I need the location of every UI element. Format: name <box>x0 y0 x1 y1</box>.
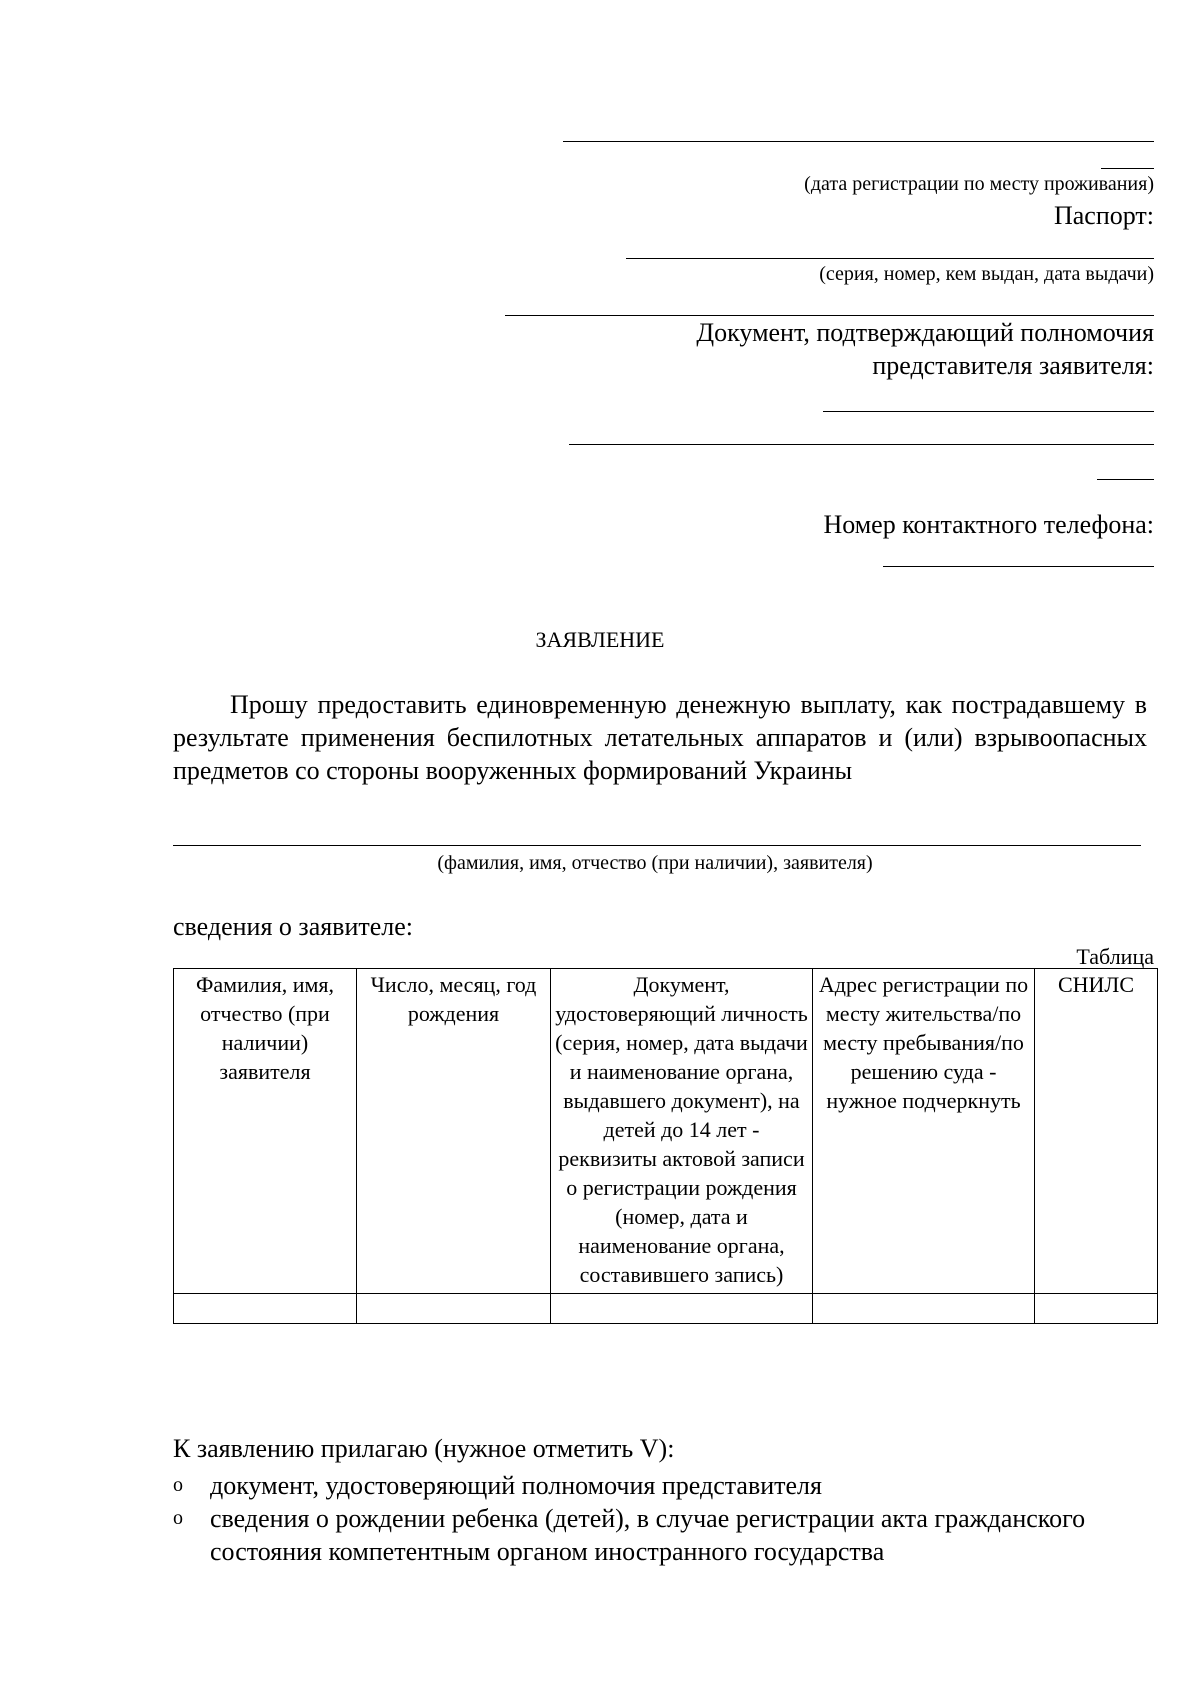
applicant-info-table <box>173 968 1158 1324</box>
attachment-text: сведения о рождении ребенка (детей), в случае регистрации акта гражданского состояния компетентным органом иностранного государства <box>210 1504 1086 1566</box>
attachments-label: К заявлению прилагаю (нужное отметить V): <box>173 1434 675 1463</box>
phone-line[interactable] <box>883 566 1154 567</box>
checkbox-circle-icon[interactable]: o <box>173 1474 183 1496</box>
attachments-list <box>173 1469 1153 1568</box>
applicant-name-caption: (фамилия, имя, отчество (при наличии), заявителя) <box>437 852 873 874</box>
header-registration-address: Адрес регистрации по месту жительства/по месту пребывания/по решению суда - нужное подчеркнуть <box>813 969 1035 1294</box>
reg-date-caption: (дата регистрации по месту проживания) <box>804 173 1154 195</box>
table-label: Таблица <box>1076 944 1154 969</box>
cell-snils[interactable] <box>1035 1294 1158 1324</box>
header-identity-document: Документ, удостоверяющий личность (серия, номер, дата выдачи и наименование органа, выдавшего документ), на детей до 14 лет - реквизиты актовой записи о регистрации рождения (номер, дата и наименование органа, составившего запись) <box>551 969 813 1294</box>
header-snils: СНИЛС <box>1035 969 1158 1294</box>
request-text: Прошу предоставить единовременную денежную выплату, как пострадавшему в результате применения беспилотных летательных аппаратов и (или) взрывоопасных предметов со стороны вооруженных формирований Украины <box>173 690 1147 785</box>
passport-caption: (серия, номер, кем выдан, дата выдачи) <box>819 263 1154 285</box>
table-row <box>174 1294 1158 1324</box>
header-birth-date: Число, месяц, год рождения <box>357 969 551 1294</box>
list-item[interactable] <box>173 1502 1153 1568</box>
passport-label: Паспорт: <box>1053 201 1154 230</box>
document-title: ЗАЯВЛЕНИЕ <box>535 627 665 652</box>
applicant-name-line[interactable] <box>173 845 1141 846</box>
header-full-name: Фамилия, имя, отчество (при наличии) заявителя <box>174 969 357 1294</box>
passport-line-2[interactable] <box>505 315 1154 316</box>
authority-label-line2: представителя заявителя: <box>872 351 1154 380</box>
list-item[interactable] <box>173 1469 1153 1502</box>
table-header-row <box>174 969 1158 1294</box>
passport-line[interactable] <box>626 258 1154 259</box>
cell-full-name[interactable] <box>174 1294 357 1324</box>
phone-label: Номер контактного телефона: <box>823 510 1154 539</box>
cell-registration-address[interactable] <box>813 1294 1035 1324</box>
authority-line-2[interactable] <box>569 444 1154 445</box>
applicant-info-label: сведения о заявителе: <box>173 912 414 941</box>
cell-identity-document[interactable] <box>551 1294 813 1324</box>
authority-label-line1: Документ, подтверждающий полномочия <box>696 318 1154 347</box>
reg-date-line[interactable] <box>563 141 1154 142</box>
authority-line-3[interactable] <box>1097 479 1154 480</box>
checkbox-circle-icon[interactable]: o <box>173 1507 183 1529</box>
authority-line-1[interactable] <box>823 411 1154 412</box>
attachment-text: документ, удостоверяющий полномочия представителя <box>210 1471 822 1500</box>
cell-birth-date[interactable] <box>357 1294 551 1324</box>
reg-date-line-end[interactable] <box>1101 168 1154 169</box>
